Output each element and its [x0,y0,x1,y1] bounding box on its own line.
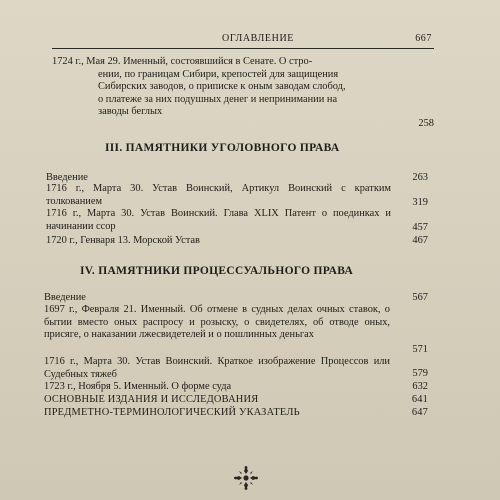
toc-entry [44,381,428,394]
entry-text: ПРЕДМЕТНО-ТЕРМИНОЛОГИЧЕСКИЙ УКАЗАТЕЛЬ [44,407,300,418]
toc-entry [46,208,428,233]
entry-page: 467 [412,235,428,246]
entry-text: 1720 г., Генваря 13. Морской Устав [46,235,200,246]
entry-line: заводы беглых [98,106,163,118]
toc-entry [44,407,428,420]
entry-line: 1724 г., Мая 29. Именный, состоявшийся в Сенате. О стро- [52,56,313,67]
entry-page: 641 [411,394,428,405]
entry-page: 258 [418,118,434,129]
page-header [52,33,432,44]
entry-page: 457 [412,222,428,233]
page-title: ОГЛАВЛЕНИЕ [222,33,294,44]
entry-page: 632 [412,381,428,392]
toc-entry [44,292,428,305]
cross-ornament-icon [233,465,259,491]
entry-line: о платеже за них подушных денег и непринимании на [98,93,338,105]
entry-text: 1723 г., Ноября 5. Именный. О форме суда [44,381,232,392]
entry-text: ОСНОВНЫЕ ИЗДАНИЯ И ИССЛЕДОВАНИЯ [44,394,259,405]
entry-line: Сибирских заводов, о приписке к оным заводам слобод, [98,81,346,93]
entry-text: Введение [44,292,86,303]
entry-page: 319 [412,197,428,208]
section-heading: III. ПАМЯТНИКИ УГОЛОВНОГО ПРАВА [105,142,340,154]
entry-text: 1716 г., Марта 30. Устав Воинский. Глава XLIX Патент о поединках и начинании ссор [46,208,391,232]
entry-text [52,56,397,119]
entry-text: 1697 г., Февраля 21. Именный. Об отмене в судных делах очных ставок, о бытии вместо оных распросу и розыску, о свидетелях, об отводе оных, присяге, о наказании лжесвидетелей и о пошлинных деньгах [44,304,390,341]
header-rule [52,48,434,49]
entry-text: Введение [46,172,88,183]
entry-line: ении, по границам Сибири, крепостей для защищения [98,68,339,80]
toc-entry [44,304,428,355]
toc-entry [44,356,428,381]
entry-page: 571 [412,344,428,355]
toc-entry [46,183,428,208]
toc-entry [44,394,428,407]
entry-page: 567 [412,292,428,303]
entry-page: 579 [412,368,428,379]
toc-entry [46,235,428,248]
page-number: 667 [415,33,432,44]
section-heading: IV. ПАМЯТНИКИ ПРОЦЕССУАЛЬНОГО ПРАВА [80,265,354,277]
entry-page: 647 [411,407,428,418]
entry-text: 1716 г., Марта 30. Устав Воинский. Краткое изображение Процессов или Судебных тяжеб [44,356,390,380]
entry-page: 263 [412,172,428,183]
entry-text: 1716 г., Марта 30. Устав Воинский, Артикул Воинский с кратким толкованием [46,183,391,207]
toc-entry [52,56,434,129]
